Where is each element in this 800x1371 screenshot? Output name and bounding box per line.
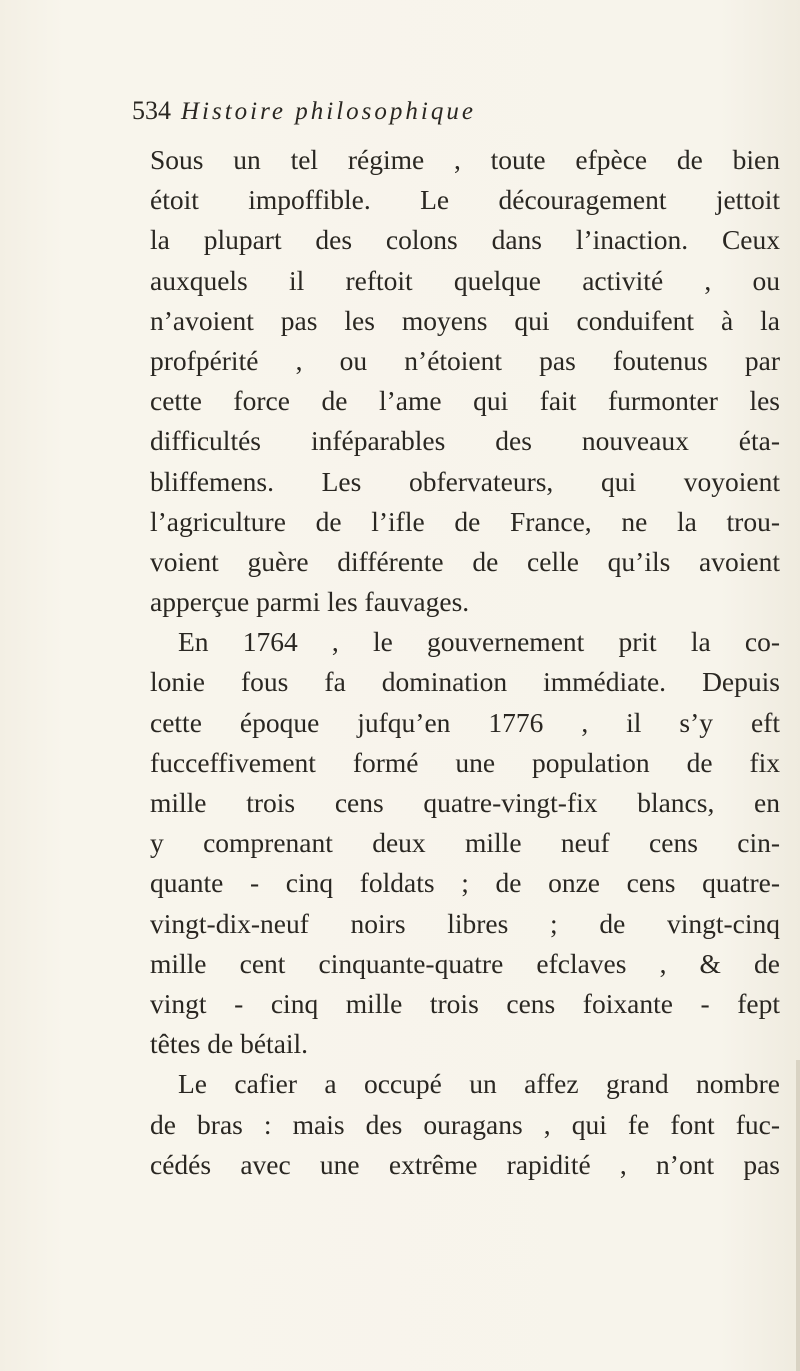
text-line: Le cafier a occupé un affez grand nombre [178,1068,780,1100]
text-line: cette force de l’ame qui fait furmonter les [150,385,780,417]
text-line: difficultés inféparables des nouveaux éta- [150,425,780,457]
text-line: quante - cinq foldats ; de onze cens quatre- [150,867,780,899]
text-line: de bras : mais des ouragans , qui fe font fuc- [150,1108,780,1140]
text-line: bliffemens. Les obfervateurs, qui voyoient [150,465,780,497]
text-line: profpérité , ou n’étoient pas foutenus par [150,344,780,376]
text-line: voient guère différente de celle qu’ils avoient [150,545,780,577]
text-line: cédés avec une extrême rapidité , n’ont pas [150,1148,780,1180]
page-edge [796,1060,800,1371]
text-line: lonie fous fa domination immédiate. Depuis [150,666,780,698]
text-line: mille trois cens quatre-vingt-fix blancs, en [150,787,780,818]
text-line: Sous un tel régime , toute efpèce de bien [150,144,780,175]
page-header [132,96,732,140]
page-number: 534 [132,96,171,125]
text-line: n’avoient pas les moyens qui conduifent à la [150,304,780,336]
text-line: l’agriculture de l’ifle de France, ne la trou- [150,505,780,537]
text-line: étoit impoffible. Le découragement jettoit [150,184,780,216]
text-line: apperçue parmi les fauvages. [150,586,470,618]
text-line: fucceffivement formé une population de fix [150,746,780,778]
text-line: auxquels il reftoit quelque activité , ou [150,264,780,296]
text-line: En 1764 , le gouvernement prit la co- [178,626,780,658]
text-line: mille cent cinquante-quatre efclaves , & de [150,947,780,979]
text-line: vingt-dix-neuf noirs libres ; de vingt-cinq [150,907,780,939]
running-title: Histoire philosophique [181,98,476,125]
body-text [150,140,780,1185]
text-line: cette époque jufqu’en 1776 , il s’y eft [150,706,780,738]
text-line: têtes de bétail. [150,1028,309,1060]
text-line: vingt - cinq mille trois cens foixante - fept [150,987,780,1019]
text-line: la plupart des colons dans l’inaction. Ceux [150,224,780,256]
text-line: y comprenant deux mille neuf cens cin- [150,827,780,859]
